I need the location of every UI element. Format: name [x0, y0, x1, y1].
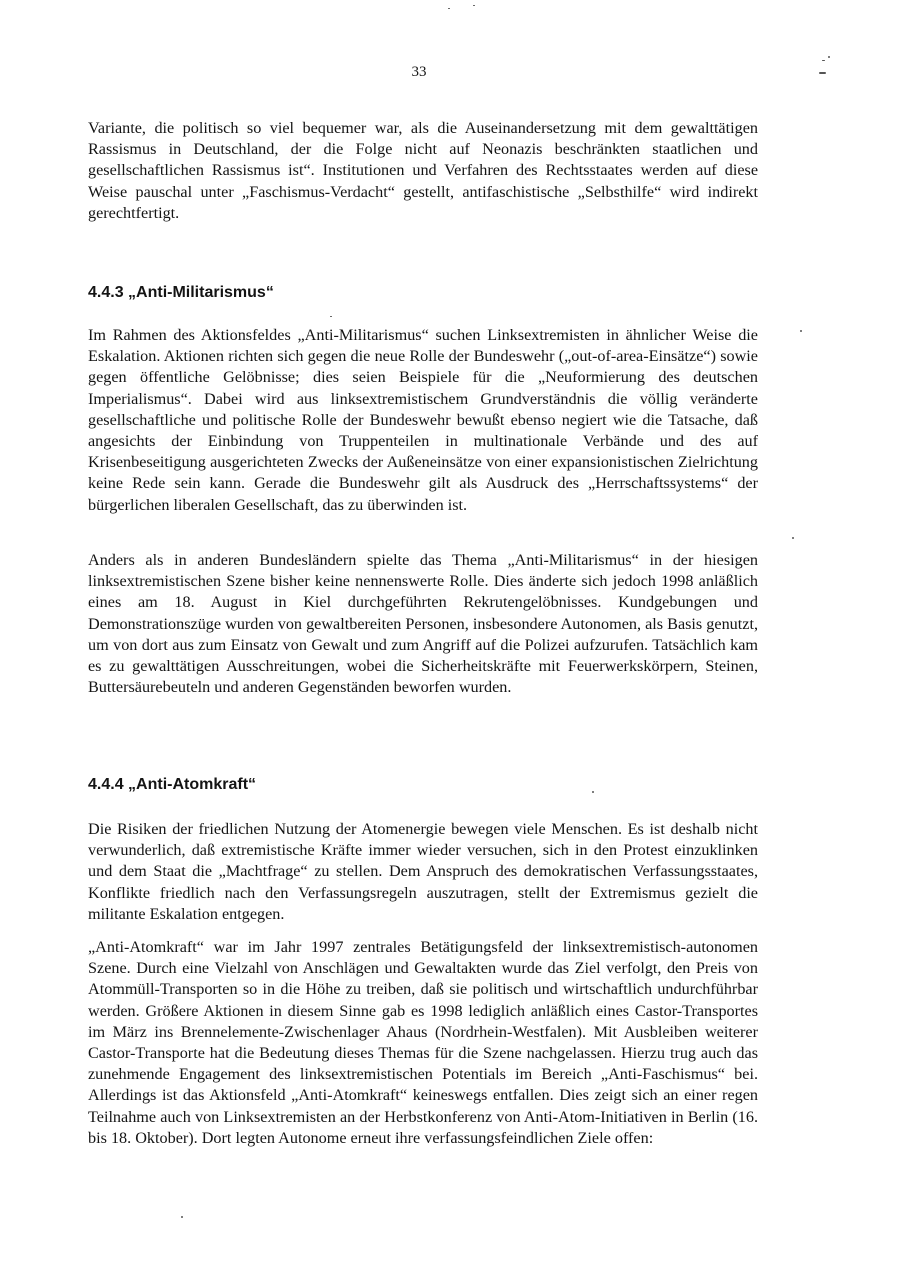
anti-militarismus-paragraph-1-block: [88, 325, 758, 516]
scan-speck: [448, 8, 450, 9]
section-heading-anti-atomkraft-block: [88, 774, 758, 796]
section-heading-anti-militarismus-block: [88, 282, 758, 304]
scan-speck: [181, 1216, 183, 1218]
anti-militarismus-paragraph-2: Anders als in anderen Bundesländern spielte das Thema „Anti-Militarismus“ in der hiesigen linksextremistischen Szene bisher keine nennenswerte Rolle. Dies änderte sich jedoch 1998 anläßlich eines am 18. August in Kiel durchgeführten Rekrutengelöbnisses. Kundgebungen und Demonstrationszüge wurden von gewaltbereiten Personen, insbesondere Autonomen, als Basis genutzt, um von dort aus zum Einsatz von Gewalt und zum Angriff auf die Polizei aufzurufen. Tatsächlich kam es zu gewalttätigen Ausschreitungen, wobei die Sicherheitskräfte mit Feuerwerkskörpern, Steinen, Buttersäurebeuteln und anderen Gegenständen beworfen wurden.: [88, 551, 758, 697]
scan-speck: [330, 316, 332, 317]
anti-militarismus-paragraph-2-block: [88, 550, 758, 698]
intro-paragraph-block: [88, 118, 758, 224]
scan-speck: [473, 5, 475, 6]
scan-speck: [819, 72, 826, 74]
section-heading-anti-atomkraft: 4.4.4 „Anti-Atomkraft“: [88, 776, 257, 793]
anti-atomkraft-paragraph-2-block: [88, 937, 758, 1149]
scan-speck: [800, 330, 802, 332]
scan-speck: [828, 56, 830, 58]
anti-atomkraft-paragraph-2: „Anti-Atomkraft“ war im Jahr 1997 zentrales Betätigungsfeld der linksextremistisch-autonomen Szene. Durch eine Vielzahl von Anschlägen und Gewaltakten wurde das Ziel verfolgt, den Preis von Atommüll-Transporten so in die Höhe zu treiben, daß sie politisch und wirtschaftlich undurchführbar werden. Größere Aktionen in diesem Sinne gab es 1998 lediglich anläßlich eines Castor-Transportes im März ins Brennelemente-Zwischenlager Ahaus (Nordrhein-Westfalen). Mit Ausbleiben weiterer Castor-Transporte hat die Bedeutung dieses Themas für die Szene nachgelassen. Hierzu trug auch das zunehmende Engagement des linksextremistischen Potentials im Bereich „Anti-Faschismus“ bei. Allerdings ist das Aktionsfeld „Anti-Atomkraft“ keineswegs entfallen. Dies zeigt sich an einer regen Teilnahme auch von Linksextremisten an der Herbstkonferenz von Anti-Atom-Initiativen in Berlin (16. bis 18. Oktober). Dort legten Autonome erneut ihre verfassungsfeindlichen Ziele offen:: [88, 938, 758, 1147]
anti-militarismus-paragraph-1: Im Rahmen des Aktionsfeldes „Anti-Militarismus“ suchen Linksextremisten in ähnlicher Weise die Eskalation. Aktionen richten sich gegen die neue Rolle der Bundeswehr („out-of-area-Einsätze“) sowie gegen öffentliche Gelöbnisse; dies seien Beispiele für die „Neuformierung des deutschen Imperialismus“. Dabei wird aus linksextremistischem Grundverständnis die völlig veränderte gesellschaftliche und politische Rolle der Bundeswehr bewußt ebenso negiert wie die Tatsache, daß angesichts der Einbindung von Truppenteilen in multinationale Verbände und des auf Krisenbeseitigung ausgerichteten Zwecks der Außeneinsätze von einer expansionistischen Zielrichtung keine Rede sein kann. Gerade die Bundeswehr gilt als Ausdruck des „Herrschaftssystems“ der bürgerlichen liberalen Gesellschaft, das zu überwinden ist.: [88, 326, 758, 514]
scan-speck: [822, 60, 825, 61]
scan-speck: [792, 537, 794, 539]
anti-atomkraft-paragraph-1: Die Risiken der friedlichen Nutzung der Atomenergie bewegen viele Menschen. Es ist deshalb nicht verwunderlich, daß extremistische Kräfte immer wieder versuchen, sich in den Protest einzuklinken und dem Staat die „Machtfrage“ zu stellen. Dem Anspruch des demokratischen Verfassungsstaates, Konflikte friedlich nach den Verfassungsregeln auszutragen, stellt der Extremismus gezielt die militante Eskalation entgegen.: [88, 820, 758, 923]
anti-atomkraft-paragraph-1-block: [88, 819, 758, 925]
scan-speck: [592, 791, 594, 793]
section-heading-anti-militarismus: 4.4.3 „Anti-Militarismus“: [88, 284, 274, 301]
intro-paragraph: Variante, die politisch so viel bequemer war, als die Auseinandersetzung mit dem gewalttätigen Rassismus in Deutschland, der die Folge nicht auf Neonazis beschränkten staatlichen und gesellschaftlichen Rassismus ist“. Institutionen und Verfahren des Rechtsstaates werden auf diese Weise pauschal unter „Faschismus-Verdacht“ gestellt, antifaschistische „Selbsthilfe“ wird indirekt gerechtfertigt.: [88, 119, 758, 222]
page-number: 33: [411, 64, 427, 80]
